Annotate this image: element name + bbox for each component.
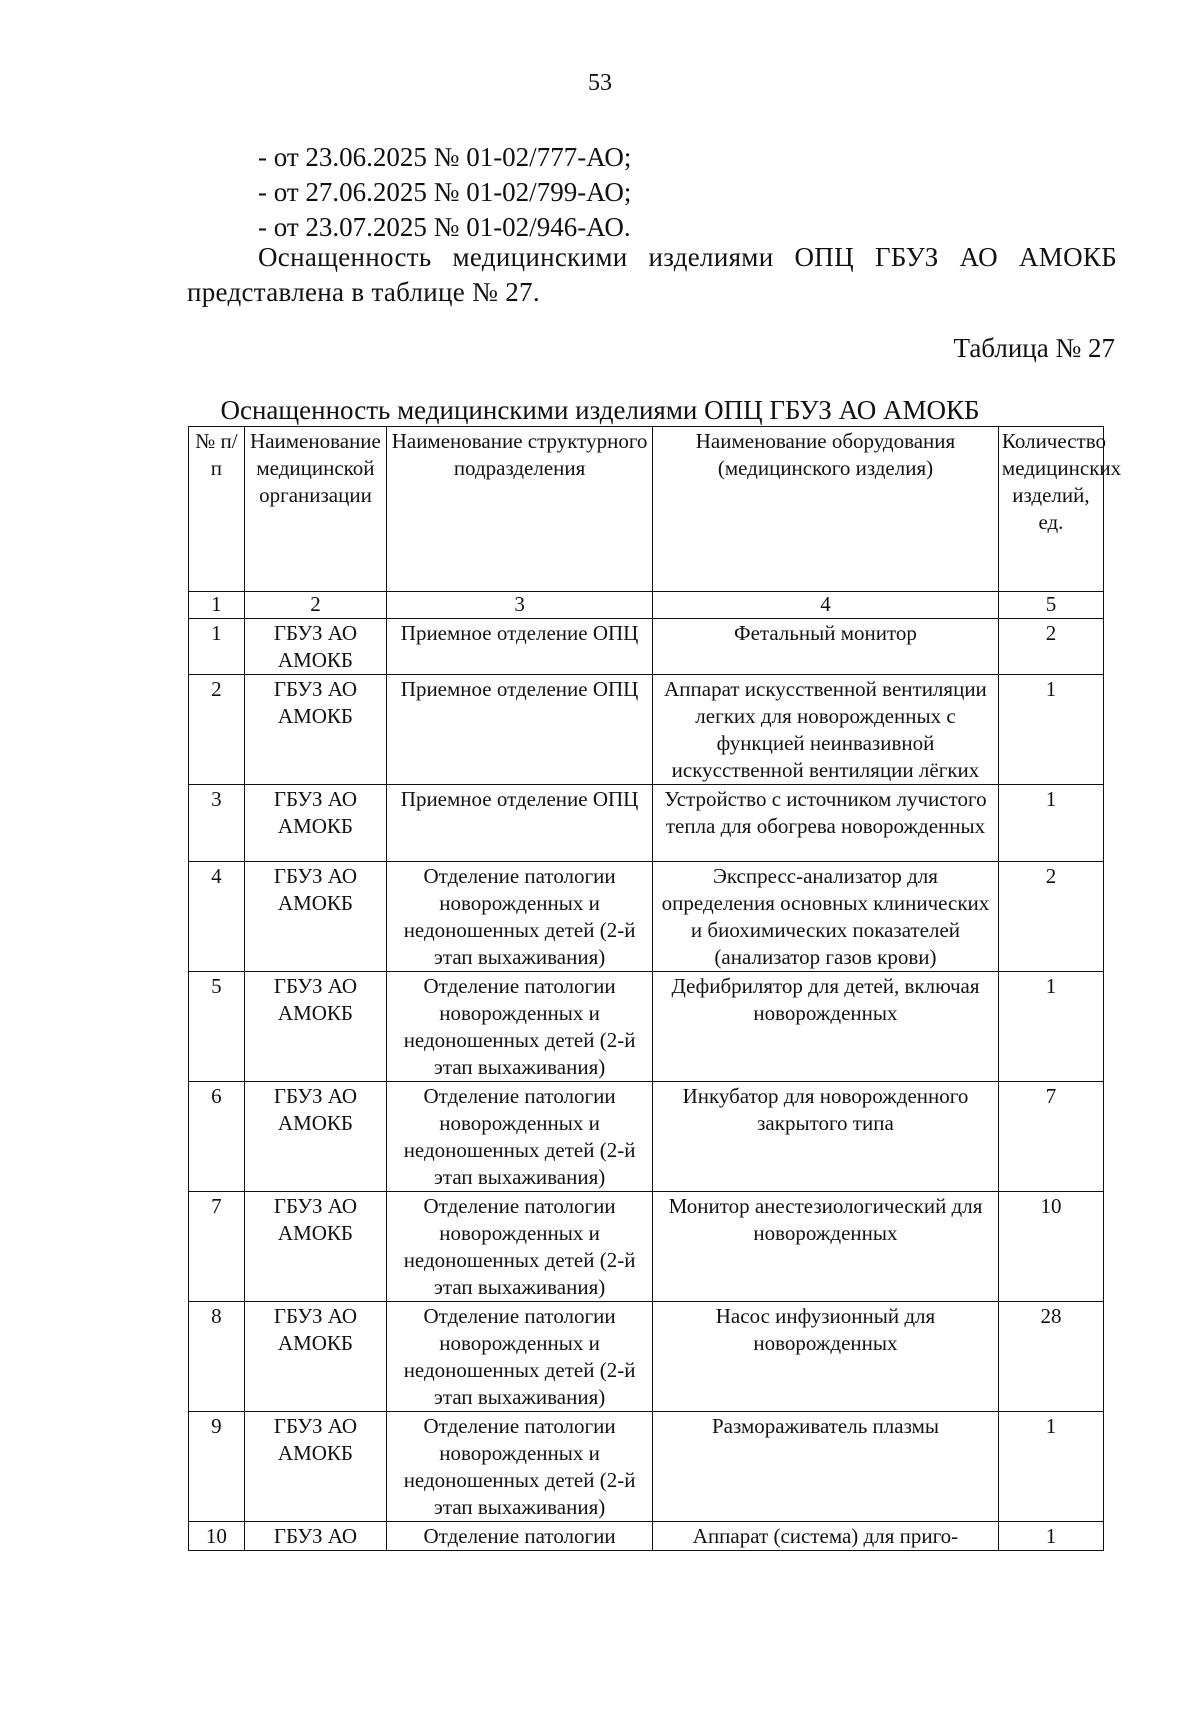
reference-item: - от 27.06.2025 № 01-02/799-АО; xyxy=(258,177,632,207)
cell-department: Отделение патологии новорожденных и недоношенных детей (2-й этап выхаживания) xyxy=(387,1412,653,1522)
header-number: № п/п xyxy=(189,427,245,592)
cell-quantity: 1 xyxy=(998,1522,1103,1551)
cell-number: 9 xyxy=(189,1412,245,1522)
cell-number: 3 xyxy=(189,785,245,862)
cell-equipment: Монитор анестезиологический для новорожденных xyxy=(653,1192,999,1302)
cell-equipment: Дефибрилятор для детей, включая новорожденных xyxy=(653,972,999,1082)
cell-number: 6 xyxy=(189,1082,245,1192)
header-department: Наименование структурного подразделения xyxy=(387,427,653,592)
column-number: 5 xyxy=(998,592,1103,619)
cell-department: Приемное отделение ОПЦ xyxy=(387,619,653,675)
cell-number: 10 xyxy=(189,1522,245,1551)
cell-organization: ГБУЗ АО АМОКБ xyxy=(244,1302,386,1412)
cell-quantity: 7 xyxy=(998,1082,1103,1192)
cell-department: Отделение патологии новорожденных и недоношенных детей (2-й этап выхаживания) xyxy=(387,1192,653,1302)
cell-organization: ГБУЗ АО АМОКБ xyxy=(244,675,386,785)
table-row xyxy=(189,675,1104,785)
table-row xyxy=(189,972,1104,1082)
cell-organization: ГБУЗ АО АМОКБ xyxy=(244,1412,386,1522)
cell-number: 1 xyxy=(189,619,245,675)
cell-department: Отделение патологии новорожденных и недоношенных детей (2-й этап выхаживания) xyxy=(387,1082,653,1192)
reference-item: - от 23.06.2025 № 01-02/777-АО; xyxy=(258,142,632,172)
cell-quantity: 1 xyxy=(998,785,1103,862)
cell-department: Отделение патологии xyxy=(387,1522,653,1551)
cell-organization: ГБУЗ АО АМОКБ xyxy=(244,785,386,862)
table-row xyxy=(189,1192,1104,1302)
cell-organization: ГБУЗ АО xyxy=(244,1522,386,1551)
cell-quantity: 1 xyxy=(998,675,1103,785)
table-caption: Таблица № 27 xyxy=(953,333,1115,363)
table-row xyxy=(189,619,1104,675)
cell-department: Приемное отделение ОПЦ xyxy=(387,785,653,862)
table-title: Оснащенность медицинскими изделиями ОПЦ ГБУЗ АО АМОКБ xyxy=(220,395,980,425)
cell-quantity: 2 xyxy=(998,862,1103,972)
reference-list xyxy=(258,140,631,245)
cell-equipment: Аппарат (система) для приго- xyxy=(653,1522,999,1551)
header-equipment: Наименование оборудования (медицинского изделия) xyxy=(653,427,999,592)
table-row xyxy=(189,1302,1104,1412)
cell-organization: ГБУЗ АО АМОКБ xyxy=(244,619,386,675)
cell-equipment: Фетальный монитор xyxy=(653,619,999,675)
table-row xyxy=(189,1082,1104,1192)
table-row xyxy=(189,862,1104,972)
cell-equipment: Размораживатель плазмы xyxy=(653,1412,999,1522)
cell-quantity: 1 xyxy=(998,1412,1103,1522)
cell-organization: ГБУЗ АО АМОКБ xyxy=(244,972,386,1082)
page-number: 53 xyxy=(588,70,612,96)
cell-equipment: Экспресс-анализатор для определения основных клинических и биохимических показателей (анализатор газов крови) xyxy=(653,862,999,972)
table-row xyxy=(189,785,1104,862)
cell-organization: ГБУЗ АО АМОКБ xyxy=(244,1192,386,1302)
cell-quantity: 2 xyxy=(998,619,1103,675)
reference-item: - от 23.07.2025 № 01-02/946-АО. xyxy=(258,212,631,242)
table-row xyxy=(189,1412,1104,1522)
cell-equipment: Устройство с источником лучистого тепла для обогрева новорожденных xyxy=(653,785,999,862)
cell-equipment: Аппарат искусственной вентиляции легких для новорожденных с функцией неинвазивной искусственной вентиляции лёгких xyxy=(653,675,999,785)
column-number-row xyxy=(189,592,1104,619)
column-number: 2 xyxy=(244,592,386,619)
column-number: 4 xyxy=(653,592,999,619)
cell-organization: ГБУЗ АО АМОКБ xyxy=(244,1082,386,1192)
cell-number: 5 xyxy=(189,972,245,1082)
column-number: 1 xyxy=(189,592,245,619)
cell-number: 4 xyxy=(189,862,245,972)
table-header-row xyxy=(189,427,1104,592)
cell-department: Приемное отделение ОПЦ xyxy=(387,675,653,785)
cell-equipment: Насос инфузионный для новорожденных xyxy=(653,1302,999,1412)
header-quantity: Количество медицинских изделий, ед. xyxy=(998,427,1103,592)
column-number: 3 xyxy=(387,592,653,619)
cell-quantity: 1 xyxy=(998,972,1103,1082)
cell-number: 7 xyxy=(189,1192,245,1302)
table-row xyxy=(189,1522,1104,1551)
cell-quantity: 28 xyxy=(998,1302,1103,1412)
cell-organization: ГБУЗ АО АМОКБ xyxy=(244,862,386,972)
cell-equipment: Инкубатор для новорожденного закрытого типа xyxy=(653,1082,999,1192)
equipment-table xyxy=(188,426,1122,1551)
cell-department: Отделение патологии новорожденных и недоношенных детей (2-й этап выхаживания) xyxy=(387,972,653,1082)
cell-quantity: 10 xyxy=(998,1192,1103,1302)
intro-paragraph: Оснащенность медицинскими изделиями ОПЦ ГБУЗ АО АМОКБ представлена в таблице № 27. xyxy=(187,242,1117,307)
cell-department: Отделение патологии новорожденных и недоношенных детей (2-й этап выхаживания) xyxy=(387,1302,653,1412)
header-organization: Наименование медицинской организации xyxy=(244,427,386,592)
cell-department: Отделение патологии новорожденных и недоношенных детей (2-й этап выхаживания) xyxy=(387,862,653,972)
cell-number: 2 xyxy=(189,675,245,785)
cell-number: 8 xyxy=(189,1302,245,1412)
